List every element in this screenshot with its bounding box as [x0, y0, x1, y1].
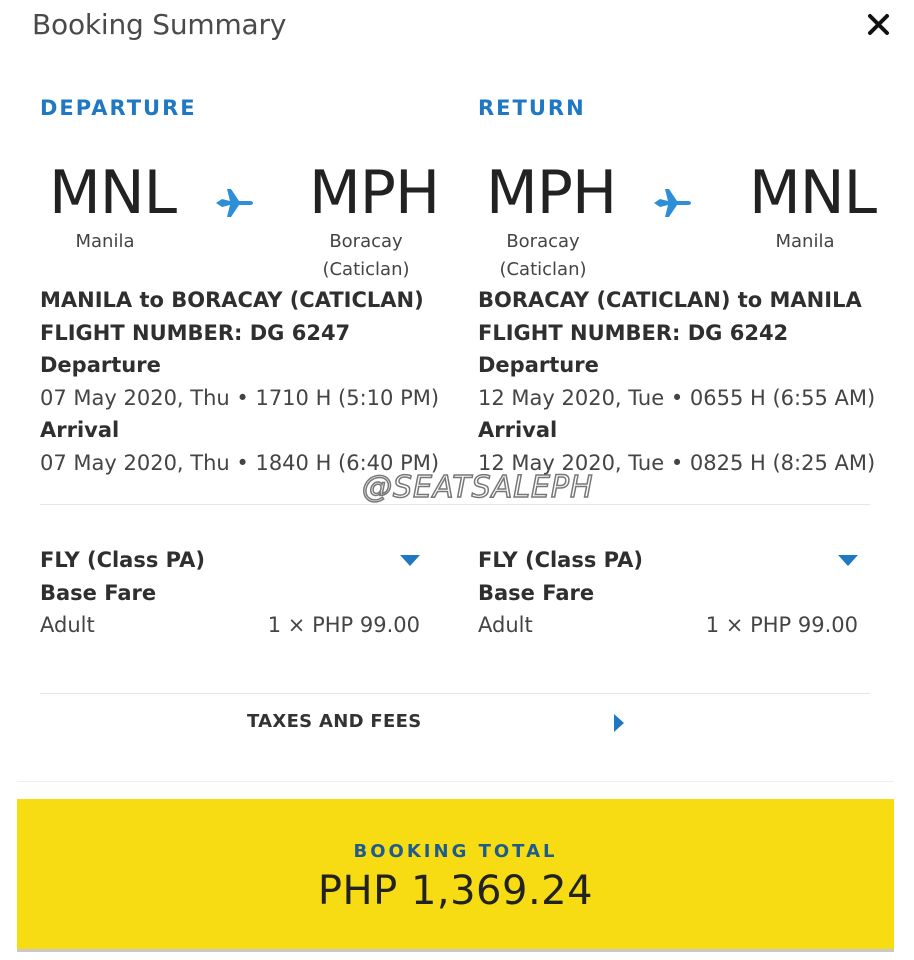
booking-total-panel [17, 799, 894, 949]
origin-city-line1: Boracay [506, 231, 580, 252]
close-icon [858, 6, 898, 46]
plane-icon [214, 182, 256, 224]
close-button[interactable] [858, 6, 898, 46]
watermark-text: @SEATSALEPH [362, 470, 594, 505]
departure-section [40, 96, 440, 479]
departure-time-label: Departure [40, 353, 161, 377]
departure-route [40, 124, 440, 284]
passenger-type: Adult [478, 613, 533, 637]
destination-city-line1: Boracay [329, 231, 403, 252]
fare-row [478, 609, 858, 642]
divider [40, 693, 870, 694]
return-details [478, 284, 878, 479]
base-fare-label: Base Fare [40, 580, 157, 605]
destination-code: MPH [309, 158, 440, 228]
caret-down-icon[interactable] [400, 555, 420, 567]
taxes-and-fees-toggle[interactable] [40, 706, 870, 742]
caret-down-icon[interactable] [838, 555, 858, 567]
destination-code: MNL [749, 158, 877, 228]
plane-icon [652, 182, 694, 224]
origin-code: MNL [49, 158, 177, 228]
return-section [478, 96, 878, 479]
arrival-time: 12 May 2020, Tue • 0825 H (8:25 AM) [478, 450, 876, 475]
departure-fare-section [40, 544, 420, 642]
flight-number: FLIGHT NUMBER: DG 6242 [478, 320, 789, 345]
fare-class: FLY (Class PA) [478, 548, 643, 572]
return-route [478, 124, 878, 284]
fare-class-toggle[interactable] [478, 544, 858, 577]
return-fare-section [478, 544, 858, 642]
booking-total-value: PHP 1,369.24 [317, 868, 594, 914]
departure-time: 12 May 2020, Tue • 0655 H (6:55 AM) [478, 385, 876, 410]
arrival-time-label: Arrival [478, 418, 558, 442]
destination-city: Manila [775, 231, 835, 252]
fare-class: FLY (Class PA) [40, 548, 205, 572]
departure-heading: DEPARTURE [40, 96, 197, 120]
origin-city: Manila [75, 231, 135, 252]
base-fare-label: Base Fare [478, 580, 595, 605]
origin-code: MPH [486, 158, 617, 228]
page-title: Booking Summary [32, 8, 287, 41]
flight-number: FLIGHT NUMBER: DG 6247 [40, 320, 351, 345]
fare-class-toggle[interactable] [40, 544, 420, 577]
booking-total-label: BOOKING TOTAL [353, 841, 558, 862]
route-title: MANILA to BORACAY (CATICLAN) [40, 288, 424, 312]
route-title: BORACAY (CATICLAN) to MANILA [478, 288, 862, 312]
passenger-type: Adult [40, 613, 95, 637]
arrival-time: 07 May 2020, Thu • 1840 H (6:40 PM) [40, 450, 440, 475]
divider [17, 781, 894, 782]
return-heading: RETURN [478, 96, 586, 120]
fare-amount: 1 × PHP 99.00 [705, 613, 858, 637]
caret-right-icon[interactable] [612, 712, 626, 734]
departure-time: 07 May 2020, Thu • 1710 H (5:10 PM) [40, 385, 440, 410]
departure-details [40, 284, 440, 479]
destination-city [309, 228, 423, 284]
destination-city-line2: (Caticlan) [322, 259, 410, 280]
arrival-time-label: Arrival [40, 418, 120, 442]
fare-row [40, 609, 420, 642]
fare-amount: 1 × PHP 99.00 [267, 613, 420, 637]
taxes-and-fees-label: TAXES AND FEES [247, 711, 422, 732]
departure-time-label: Departure [478, 353, 599, 377]
origin-city [486, 228, 600, 284]
origin-city-line2: (Caticlan) [499, 259, 587, 280]
